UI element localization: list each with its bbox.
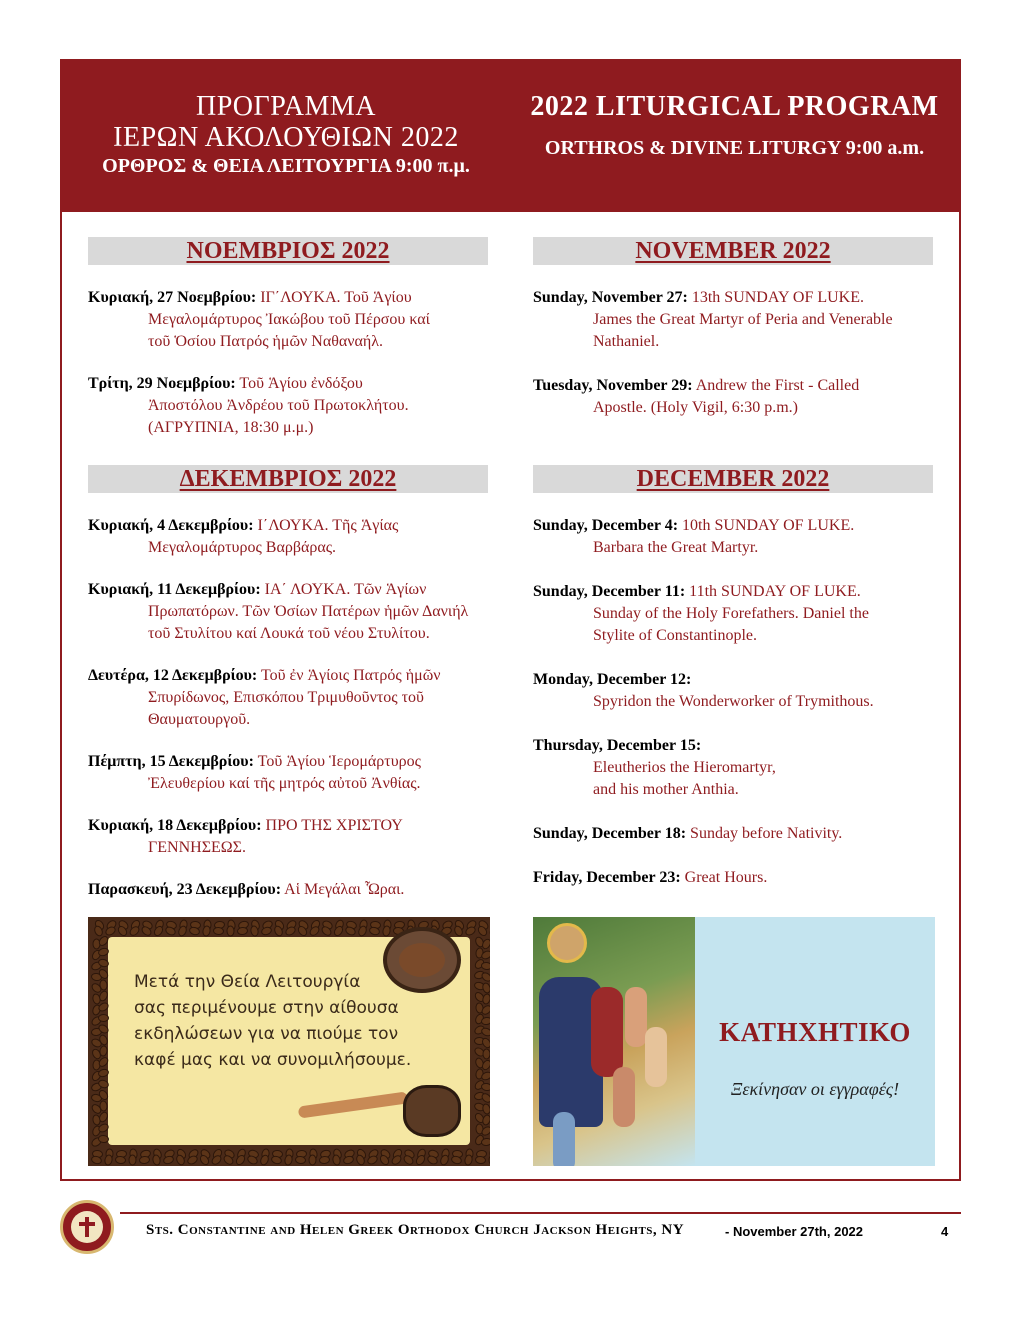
coffee-bean-icon [99, 1100, 108, 1112]
schedule-entry [533, 735, 935, 801]
coffee-bean-icon [483, 1049, 491, 1060]
schedule-entry [533, 867, 935, 889]
coffee-bean-icon [481, 961, 490, 970]
entry-date: Πέμπτη, 15 Δεκεμβρίου: [88, 753, 254, 770]
entry-service: ΙΑ΄ ΛΟΥΚΑ. Τῶν Ἁγίων [260, 581, 427, 598]
coffee-bean-icon [309, 1155, 317, 1166]
entry-first-line [88, 665, 490, 687]
entry-continuation: Eleutherios the Hieromartyr, [593, 759, 776, 776]
entry-service: Ι΄ΛΟΥΚΑ. Τῆς Ἁγίας [253, 517, 399, 534]
entry-service: 11th SUNDAY OF LUKE. [685, 583, 861, 600]
english-header [510, 91, 959, 161]
schedule-entry [533, 287, 935, 353]
coffee-bean-icon [99, 979, 108, 991]
schedule-entry [533, 515, 935, 559]
coffee-bean-icon [489, 1155, 491, 1166]
footer-date: - November 27th, 2022 [725, 1224, 864, 1239]
entry-service: 10th SUNDAY OF LUKE. [678, 517, 855, 534]
entry-continuation: and his mother Anthia. [593, 781, 739, 798]
entry-date: Κυριακή, 11 Δεκεμβρίου: [88, 581, 261, 598]
coffee-bean-icon [463, 1154, 473, 1166]
coffee-hour-ad [88, 917, 490, 1166]
coffee-bean-icon [295, 1155, 307, 1164]
entry-service: Τοῦ ἐν Ἁγίοις Πατρός ἡμῶν [257, 667, 441, 684]
entry-date: Friday, December 23: [533, 869, 681, 886]
coffee-bean-icon [480, 1026, 490, 1038]
schedule-entry [533, 375, 935, 419]
robe-accent-shape [591, 987, 623, 1077]
child-figure-icon [645, 1027, 667, 1087]
seal-center [71, 1211, 103, 1243]
entry-continuation: Stylite of Constantinople. [593, 627, 757, 644]
child-figure-icon [553, 1112, 575, 1166]
entry-date: Κυριακή, 27 Νοεμβρίου: [88, 289, 257, 306]
coffee-ad-line: καφέ μας και να συνομιλήσουμε. [134, 1050, 412, 1070]
catechism-subtitle: Ξεκίνησαν οι εγγραφές! [730, 1079, 900, 1099]
entry-first-line [533, 669, 935, 691]
coffee-ad-line: Μετά την Θεία Λειτουργία [134, 972, 361, 992]
schedule-entry [88, 579, 490, 645]
footer-divider [120, 1212, 961, 1214]
entry-continuation: Μεγαλομάρτυρος Ἰακώβου τοῦ Πέρσου καί [148, 311, 430, 328]
entry-first-line [88, 879, 490, 901]
coffee-bean-icon [139, 1155, 151, 1164]
coffee-ad-text [134, 969, 454, 1073]
english-title: 2022 LITURGICAL PROGRAM [530, 91, 939, 122]
coffee-ad-line: σας περιμένουμε στην αίθουσα [134, 998, 399, 1018]
entry-first-line [533, 515, 935, 537]
briki-pot-icon [403, 1085, 461, 1137]
entry-service: Andrew the First - Called [692, 377, 860, 394]
coffee-bean-icon [475, 1155, 487, 1164]
entry-continuation: Θαυματουργοῦ. [148, 711, 251, 728]
coffee-bean-icon [115, 1155, 127, 1164]
entry-continuation: (ΑΓΡΥΠΝΙΑ, 18:30 μ.μ.) [148, 419, 314, 436]
child-figure-icon [613, 1067, 635, 1127]
cross-bar [79, 1222, 95, 1226]
greek-december-heading: ΔΕΚΕΜΒΡΙΟΣ 2022 [88, 465, 488, 493]
coffee-bean-icon [226, 925, 234, 936]
entry-date: Δευτέρα, 12 Δεκεμβρίου: [88, 667, 258, 684]
greek-title-line1: ΠΡΟΓΡΑΜΜΑ [196, 91, 376, 122]
coffee-bean-icon [98, 1014, 109, 1022]
entry-first-line [533, 581, 935, 603]
coffee-bean-icon [283, 1154, 293, 1166]
entry-first-line [533, 735, 935, 757]
entry-continuation: Πρωπατόρων. Τῶν Ὁσίων Πατέρων ἡμῶν Δανιήλ [148, 603, 469, 620]
entry-first-line [533, 287, 935, 309]
entry-date: Κυριακή, 4 Δεκεμβρίου: [88, 517, 254, 534]
entry-continuation: Ἐλευθερίου καί τῆς μητρός αὐτοῦ Ἀνθίας. [148, 775, 421, 792]
entry-date: Sunday, December 11: [533, 583, 686, 600]
entry-service: 13th SUNDAY OF LUKE. [687, 289, 865, 306]
english-november-heading: NOVEMBER 2022 [533, 237, 933, 265]
church-seal-icon [60, 1200, 114, 1254]
cross-icon [85, 1217, 89, 1237]
coffee-bean-icon [99, 1045, 109, 1057]
schedule-entry [533, 669, 935, 713]
entry-service: ΙΓ΄ΛΟΥΚΑ. Τοῦ Ἁγίου [256, 289, 412, 306]
entry-service: ΠΡΟ ΤΗΣ ΧΡΙΣΤΟΥ [261, 817, 403, 834]
entry-continuation: Ἀποστόλου Ἀνδρέου τοῦ Πρωτοκλήτου. [148, 397, 409, 414]
entry-continuation: James the Great Martyr of Peria and Venerable [593, 311, 893, 328]
entry-date: Monday, December 12: [533, 671, 692, 688]
catechism-ad [533, 917, 935, 1166]
english-november-section [533, 237, 935, 419]
entry-service: Sunday before Nativity. [686, 825, 843, 842]
english-subtitle: ORTHROS & DIVINE LITURGY 9:00 a.m. [544, 137, 925, 159]
coffee-bean-icon [382, 925, 392, 937]
coffee-bean-icon [481, 1137, 490, 1146]
schedule-entry [533, 823, 935, 845]
entry-service: Αἱ Μεγάλαι Ὧραι. [281, 881, 405, 898]
entry-first-line [533, 375, 935, 397]
schedule-entry [88, 815, 490, 859]
greek-november-heading: ΝΟΕΜΒΡΙΟΣ 2022 [88, 237, 488, 265]
entry-date: Sunday, December 4: [533, 517, 679, 534]
footer-church-name: Sts. Constantine and Helen Greek Orthodox Church Jackson Heights, NY [146, 1222, 685, 1238]
entry-continuation: Apostle. (Holy Vigil, 6:30 p.m.) [593, 399, 798, 416]
coffee-bean-icon [237, 926, 249, 935]
greek-subtitle: ΟΡΘΡΟΣ & ΘΕΙΑ ΛΕΙΤΟΥΡΓΙΑ 9:00 π.μ. [102, 155, 470, 177]
entry-date: Thursday, December 15: [533, 737, 702, 754]
page-header [62, 61, 959, 212]
entry-continuation: Barbara the Great Martyr. [593, 539, 759, 556]
child-figure-icon [625, 987, 647, 1047]
christ-with-children-icon [533, 917, 695, 1166]
entry-date: Sunday, December 18: [533, 825, 687, 842]
entry-continuation: ΓΕΝΝΗΣΕΩΣ. [148, 839, 246, 856]
page-frame [60, 59, 961, 1181]
entry-date: Κυριακή, 18 Δεκεμβρίου: [88, 817, 262, 834]
entry-date: Tuesday, November 29: [533, 377, 693, 394]
coffee-bean-icon [103, 1154, 113, 1166]
english-december-section [533, 465, 935, 889]
coffee-ad-line: εκδηλώσεων για να πιούμε τον [134, 1024, 399, 1044]
entry-service: Τοῦ Ἁγίου Ἱερομάρτυρος [253, 753, 421, 770]
entry-first-line [88, 815, 490, 837]
entry-continuation: Σπυρίδωνος, Επισκόπου Τριμυθοῦντος τοῦ [148, 689, 424, 706]
greek-title-line2: ΙΕΡΩΝ ΑΚΟΛΟΥΘΙΩΝ 2022 [113, 122, 459, 153]
coffee-bean-icon [213, 927, 225, 936]
entry-continuation: τοῦ Ὁσίου Πατρός ἡμῶν Ναθαναήλ. [148, 333, 383, 350]
entry-first-line [88, 579, 490, 601]
schedule-entry [88, 373, 490, 439]
entry-first-line [533, 867, 935, 889]
entry-service: Τοῦ Ἁγίου ἐνδόξου [235, 375, 363, 392]
entry-date: Sunday, November 27: [533, 289, 688, 306]
entry-date: Τρίτη, 29 Νοεμβρίου: [88, 375, 236, 392]
coffee-bean-icon [202, 925, 212, 937]
entry-continuation: τοῦ Στυλίτου καί Λουκά τοῦ νέου Στυλίτου. [148, 625, 430, 642]
schedule-entry [88, 665, 490, 731]
schedule-entry [533, 581, 935, 647]
coffee-bean-icon [480, 1082, 490, 1092]
entry-continuation: Sunday of the Holy Forefathers. Daniel the [593, 605, 869, 622]
coffee-bean-icon [319, 1155, 331, 1164]
entry-first-line [88, 515, 490, 537]
entry-continuation: Nathaniel. [593, 333, 660, 350]
schedule-entry [88, 879, 490, 901]
greek-december-section [88, 465, 490, 901]
schedule-entry [88, 515, 490, 559]
entry-service: Great Hours. [680, 869, 768, 886]
schedule-entry [88, 751, 490, 795]
entry-date: Παρασκευή, 23 Δεκεμβρίου: [88, 881, 282, 898]
coffee-bean-icon [129, 1155, 137, 1166]
entry-first-line [88, 287, 490, 309]
greek-header [62, 91, 510, 179]
schedule-entry [88, 287, 490, 353]
entry-first-line [533, 823, 935, 845]
greek-november-section [88, 237, 490, 439]
halo-icon [547, 923, 587, 963]
english-december-heading: DECEMBER 2022 [533, 465, 933, 493]
catechism-title: ΚΑΤΗΧΗΤΙΚΟ [719, 1017, 911, 1047]
entry-first-line [88, 751, 490, 773]
entry-first-line [88, 373, 490, 395]
entry-continuation: Μεγαλομάρτυρος Βαρβάρας. [148, 539, 337, 556]
entry-continuation: Spyridon the Wonderworker of Trymithous. [593, 693, 874, 710]
page-number: 4 [941, 1224, 949, 1239]
